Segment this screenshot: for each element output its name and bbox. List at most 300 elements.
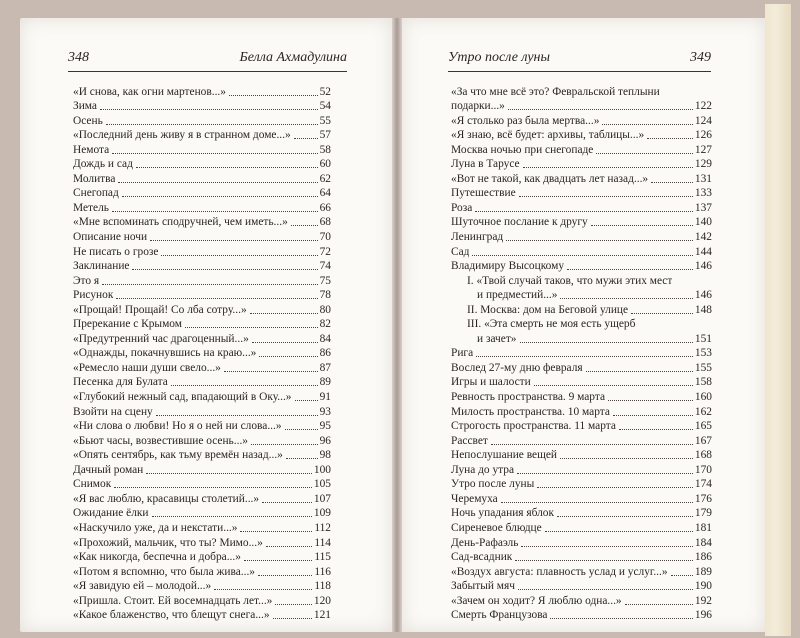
toc-dot-leader [647,138,693,139]
toc-entry [73,84,331,99]
toc-entry-page: 140 [694,216,712,229]
toc-entry-page: 153 [694,347,712,360]
toc-entry-title: и предместий...» [477,289,558,302]
toc-entry [73,142,331,157]
toc-entry-page: 158 [694,376,712,389]
toc-entry-title: Дачный роман [73,463,144,476]
toc-entry-page: 176 [694,492,712,505]
toc-entry-title: «И снова, как огни мартенов...» [73,85,226,98]
toc-entry-page: 115 [314,551,331,564]
toc-dot-leader [631,313,693,314]
toc-entry-page: 189 [694,565,712,578]
toc-entry [451,462,712,477]
toc-entry-page: 122 [694,100,712,113]
toc-dot-leader [185,327,318,328]
toc-entry-title: Осень [73,114,103,127]
toc-entry-page: 95 [319,420,331,433]
toc-entry [73,360,331,375]
toc-entry-page: 116 [314,565,331,578]
toc-dot-leader [252,342,318,343]
toc-entry-page: 70 [319,231,331,244]
toc-dot-leader [519,196,693,197]
toc-entry [73,491,331,506]
toc-entry-title: Утро после луны [451,478,535,491]
toc-entry-title: «Я знаю, всё будет: архивы, таблицы...» [451,129,645,142]
toc-entry-page: 121 [313,609,331,622]
toc-dot-leader [161,255,317,256]
toc-entry-page: 167 [694,434,712,447]
toc-entry-title: Луна до утра [451,463,515,476]
toc-entry-page: 146 [694,289,712,302]
toc-dot-leader [112,153,317,154]
toc-entry-page: 137 [694,201,712,214]
toc-entry-page: 82 [319,318,331,331]
toc-entry-page: 186 [694,551,712,564]
toc-dot-leader [251,444,318,445]
toc-entry [73,419,331,434]
toc-dot-leader [132,269,317,270]
toc-entry-title: Сад-всадник [451,551,513,564]
toc-entry [451,375,712,390]
toc-entry-title: «Я столько раз была мертва...» [451,114,600,127]
toc-entry [451,215,712,230]
toc-entry-page: 86 [319,347,331,360]
toc-dot-leader [122,196,318,197]
toc-entry-page: 146 [694,260,712,273]
toc-entry [73,229,331,244]
toc-entry-page: 105 [313,478,331,491]
toc-entry [73,448,331,463]
toc-entry-page: 170 [694,463,712,476]
toc-entry [73,244,331,259]
toc-dot-leader [625,604,693,605]
left-running-title: Белла Ахмадулина [239,50,347,65]
toc-entry [451,186,712,201]
toc-entry [451,419,712,434]
toc-entry [451,491,712,506]
toc-entry [73,200,331,215]
toc-entry-page: 190 [694,580,712,593]
toc-entry [73,520,331,535]
toc-dot-leader [275,604,312,605]
toc-entry-page: 151 [694,332,712,345]
toc-entry-page: 192 [694,594,712,607]
toc-entry [451,564,712,579]
toc-entry-title: Вослед 27-му дню февраля [451,361,583,374]
toc-entry [451,389,712,404]
toc-entry [73,259,331,274]
toc-entry-title: Ревность пространства. 9 марта [451,391,606,404]
toc-dot-leader [586,371,693,372]
toc-entry-page: 196 [694,609,712,622]
toc-entry [451,404,712,419]
toc-entry [451,142,712,157]
toc-dot-leader [523,167,693,168]
toc-dot-leader [262,502,312,503]
toc-entry-page: 64 [319,187,331,200]
toc-entry-page: 142 [694,231,712,244]
toc-entry [451,550,712,565]
toc-dot-leader [244,560,312,561]
toc-dot-leader [608,400,693,401]
toc-entry [451,128,712,143]
toc-entry-title: «Потом я вспомню, что была жива...» [73,565,255,578]
toc-entry-title: Зима [73,100,97,113]
toc-entry [73,346,331,361]
toc-entry-page: 98 [319,449,331,462]
toc-entry-title: Сиреневое блюдце [451,521,542,534]
left-toc-list [73,84,331,622]
toc-entry-title: «Однажды, покачнувшись на краю...» [73,347,257,360]
toc-entry-title: «Вот не такой, как двадцать лет назад...» [451,172,649,185]
toc-entry-page: 109 [313,507,331,520]
toc-entry [73,593,331,608]
toc-entry-page: 93 [319,405,331,418]
toc-entry [73,99,331,114]
toc-entry [451,200,712,215]
toc-entry-page: 160 [694,391,712,404]
toc-entry-title: Сад [451,245,470,258]
toc-dot-leader [501,502,693,503]
toc-entry-title: Строгость пространства. 11 марта [451,420,616,433]
toc-entry-page: 144 [694,245,712,258]
toc-entry-page: 58 [319,143,331,156]
toc-entry-page: 60 [319,158,331,171]
toc-entry-title: «Воздух августа: плавность услад и услуг...» [451,565,668,578]
toc-entry-page: 126 [694,129,712,142]
toc-entry [73,273,331,288]
toc-dot-leader [534,385,693,386]
toc-entry [73,186,331,201]
toc-dot-leader [476,356,693,357]
toc-entry-title: День-Рафаэль [451,536,519,549]
toc-dot-leader [557,516,693,517]
toc-entry-title: Забытый мяч [451,580,515,593]
toc-entry-title: «Предутренний час драгоценный...» [73,332,249,345]
toc-dot-leader [560,458,693,459]
toc-entry-page: 75 [319,274,331,287]
toc-entry [451,448,712,463]
toc-dot-leader [229,95,318,96]
toc-entry [451,171,712,186]
left-page-header [68,47,347,72]
toc-entry [73,477,331,492]
toc-entry [73,215,331,230]
toc-entry-title: «Я завидую ей – молодой...» [73,580,212,593]
toc-entry-page: 74 [319,260,331,273]
toc-dot-leader [567,269,693,270]
toc-entry-title: Снегопад [73,187,119,200]
toc-entry-title: Путешествие [451,187,516,200]
toc-entry [451,229,712,244]
toc-entry-page: 100 [313,463,331,476]
toc-dot-leader [521,546,692,547]
toc-entry-page: 66 [319,201,331,214]
left-page-number: 348 [68,50,89,65]
toc-entry-page: 181 [694,521,712,534]
toc-entry-page: 148 [694,303,712,316]
book-gutter [392,18,402,632]
toc-dot-leader [114,487,312,488]
toc-entry [73,535,331,550]
toc-entry-title: «Мне вспоминать сподручней, чем иметь...» [73,216,288,229]
toc-entry-title: «Пришла. Стоит. Ей восемнадцать лет...» [73,594,273,607]
toc-dot-leader [259,356,317,357]
toc-entry [451,244,712,259]
toc-entry [451,535,712,550]
toc-dot-leader [240,531,312,532]
toc-entry-title: Смерть Французова [451,609,548,622]
toc-entry-page: 91 [319,391,331,404]
toc-entry-page: 87 [319,361,331,374]
right-page-number: 349 [690,50,711,65]
toc-dot-leader [596,153,693,154]
toc-entry [73,288,331,303]
toc-entry [73,564,331,579]
book-page-edges [765,4,791,636]
toc-dot-leader [291,225,318,226]
toc-entry-title: Это я [73,274,100,287]
toc-entry-page: 120 [313,594,331,607]
toc-dot-leader [472,255,692,256]
toc-entry [451,506,712,521]
toc-entry [73,462,331,477]
toc-entry-page: 96 [319,434,331,447]
toc-entry-title: Рассвет [451,434,488,447]
toc-entry-page: 118 [314,580,331,593]
right-toc-list [451,84,712,622]
toc-entry-title: Описание ночи [73,231,148,244]
toc-entry-page: 89 [319,376,331,389]
toc-entry-page: 165 [694,420,712,433]
toc-entry-title: Москва ночью при снегопаде [451,143,594,156]
right-running-title: Утро после луны [448,50,550,65]
toc-entry [73,302,331,317]
toc-entry-title: Непослушание вещей [451,449,558,462]
toc-entry-title: Немота [73,143,110,156]
toc-entry-page: 68 [319,216,331,229]
toc-entry-page: 107 [313,492,331,505]
toc-entry-title: «Ни слова о любви! Но я о ней ни слова...» [73,420,282,433]
toc-dot-leader [224,371,318,372]
toc-entry-title: и зачет» [477,332,517,345]
toc-entry [451,113,712,128]
toc-entry-title: Рисунок [73,289,114,302]
toc-entry-title: «Бьют часы, возвестившие осень...» [73,434,248,447]
toc-entry [451,317,712,332]
toc-entry-page: 78 [319,289,331,302]
toc-dot-leader [150,240,318,241]
toc-dot-leader [214,589,312,590]
toc-entry [73,608,331,623]
toc-dot-leader [518,589,693,590]
toc-dot-leader [619,429,693,430]
toc-dot-leader [294,138,318,139]
toc-entry-title: Милость пространства. 10 марта [451,405,610,418]
toc-entry-page: 155 [694,361,712,374]
toc-dot-leader [545,531,693,532]
toc-entry-title: Взойти на сцену [73,405,153,418]
toc-entry-title: Не писать о грозе [73,245,159,258]
toc-dot-leader [152,516,312,517]
toc-dot-leader [106,124,318,125]
toc-entry-page: 62 [319,172,331,185]
toc-entry [73,506,331,521]
toc-entry-page: 124 [694,114,712,127]
toc-dot-leader [506,240,693,241]
toc-entry-page: 52 [319,85,331,98]
toc-entry-page: 54 [319,100,331,113]
toc-dot-leader [550,618,692,619]
toc-entry-title: II. Москва: дом на Беговой улице [467,303,629,316]
toc-entry-title: I. «Твой случай таков, что мужи этих мест [467,274,673,287]
toc-entry [73,113,331,128]
toc-dot-leader [250,313,318,314]
toc-dot-leader [273,618,312,619]
toc-entry [451,346,712,361]
toc-entry-title: «Ремесло наши души свело...» [73,361,221,374]
toc-entry-title: Луна в Тарусе [451,158,520,171]
toc-dot-leader [112,211,318,212]
toc-entry-title: Ожидание ёлки [73,507,149,520]
toc-entry-title: Метель [73,201,109,214]
toc-entry-page: 131 [694,172,712,185]
toc-entry-page: 114 [314,536,331,549]
toc-entry [451,593,712,608]
toc-dot-leader [266,546,313,547]
toc-entry-page: 127 [694,143,712,156]
toc-entry-title: III. «Эта смерть не моя есть ущерб [467,318,636,331]
toc-dot-leader [508,109,693,110]
toc-entry [73,128,331,143]
toc-entry [451,302,712,317]
toc-entry-title: «Последний день живу я в странном доме...» [73,129,291,142]
toc-entry-page: 184 [694,536,712,549]
toc-dot-leader [285,429,318,430]
toc-dot-leader [520,342,693,343]
toc-entry [451,99,712,114]
toc-entry-title: «Наскучило уже, да и некстати...» [73,521,238,534]
toc-dot-leader [591,225,693,226]
toc-entry [73,375,331,390]
toc-entry-title: Молитва [73,172,116,185]
toc-entry-title: «Прохожий, мальчик, что ты? Мимо...» [73,536,263,549]
toc-dot-leader [560,298,692,299]
right-page-header [448,47,711,72]
toc-entry-title: Роза [451,201,473,214]
toc-entry-page: 80 [319,303,331,316]
toc-entry-title: Заклинание [73,260,130,273]
toc-entry [451,288,712,303]
toc-entry [451,157,712,172]
toc-entry [451,84,712,99]
toc-entry [73,433,331,448]
toc-entry-title: Владимиру Высоцкому [451,260,565,273]
toc-dot-leader [102,284,317,285]
toc-dot-leader [295,400,318,401]
toc-dot-leader [491,444,693,445]
toc-entry-title: Черемуха [451,492,498,505]
toc-entry [451,579,712,594]
toc-entry [451,477,712,492]
toc-entry-title: Пререкание с Крымом [73,318,182,331]
toc-entry [451,273,712,288]
toc-entry-page: 174 [694,478,712,491]
toc-entry-page: 72 [319,245,331,258]
toc-dot-leader [118,182,317,183]
toc-dot-leader [651,182,693,183]
toc-entry-title: Снимок [73,478,112,491]
toc-entry [451,608,712,623]
toc-entry-title: «Как никогда, беспечна и добра...» [73,551,241,564]
toc-entry-title: Игры и шалости [451,376,531,389]
toc-entry-title: Песенка для Булата [73,376,168,389]
toc-dot-leader [515,560,693,561]
toc-entry [73,550,331,565]
toc-dot-leader [671,575,693,576]
toc-dot-leader [100,109,318,110]
toc-entry [73,157,331,172]
toc-entry [73,331,331,346]
toc-dot-leader [258,575,312,576]
toc-entry-title: «Опять сентябрь, как тьму времён назад...» [73,449,283,462]
toc-entry-page: 55 [319,114,331,127]
toc-dot-leader [517,473,693,474]
toc-entry [73,317,331,332]
toc-entry [73,389,331,404]
toc-dot-leader [602,124,693,125]
toc-dot-leader [171,385,318,386]
toc-entry-title: «Я вас люблю, красавицы столетий...» [73,492,260,505]
toc-entry [451,331,712,346]
toc-entry-page: 112 [314,521,331,534]
toc-dot-leader [116,298,317,299]
toc-entry-title: «Глубокий нежный сад, впадающий в Оку...» [73,391,292,404]
toc-entry-page: 129 [694,158,712,171]
toc-entry-title: Рига [451,347,474,360]
toc-entry-title: «Зачем он ходит? Я люблю одна...» [451,594,622,607]
toc-dot-leader [146,473,312,474]
toc-entry-page: 179 [694,507,712,520]
toc-entry [73,171,331,186]
toc-entry-title: «Прощай! Прощай! Со лба сотру...» [73,303,247,316]
toc-dot-leader [286,458,318,459]
toc-entry-page: 84 [319,332,331,345]
toc-entry-page: 57 [319,129,331,142]
toc-dot-leader [156,415,318,416]
toc-entry [73,579,331,594]
toc-entry-page: 133 [694,187,712,200]
toc-entry-title: подарки...» [451,100,505,113]
toc-entry [73,404,331,419]
toc-dot-leader [475,211,693,212]
toc-entry-title: Ленинград [451,231,504,244]
toc-entry [451,433,712,448]
toc-entry-page: 162 [694,405,712,418]
toc-entry-title: Ночь упадания яблок [451,507,555,520]
toc-entry-title: «Какое блаженство, что блещут снега...» [73,609,270,622]
toc-entry-title: «За что мне всё это? Февральской теплыни [451,85,660,98]
toc-entry-title: Дождь и сад [73,158,133,171]
toc-entry [451,259,712,274]
toc-entry-title: Шуточное послание к другу [451,216,588,229]
toc-entry [451,360,712,375]
toc-dot-leader [537,487,693,488]
toc-entry [451,520,712,535]
toc-dot-leader [613,415,693,416]
toc-dot-leader [136,167,318,168]
toc-entry-page: 168 [694,449,712,462]
